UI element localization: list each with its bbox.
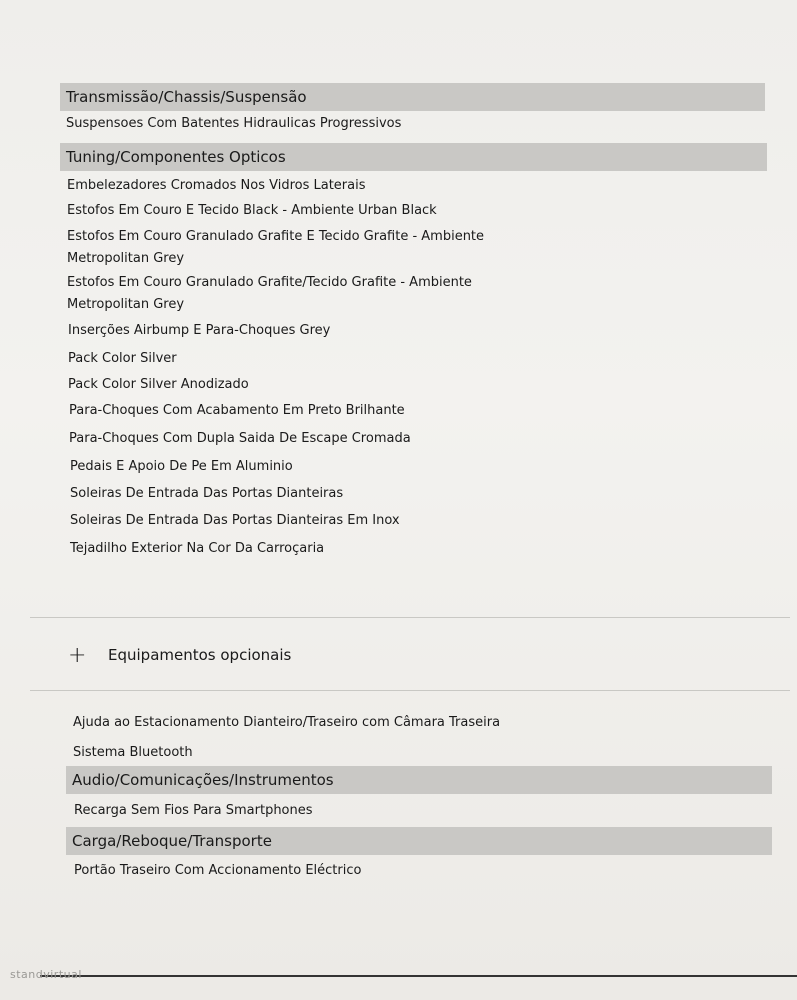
section-header-audio: Audio/Comunicações/Instrumentos (66, 766, 772, 794)
list-item: Estofos Em Couro E Tecido Black - Ambiente Urban Black (67, 203, 437, 218)
list-item: Para-Choques Com Acabamento Em Preto Brilhante (69, 403, 405, 418)
list-item: Portão Traseiro Com Accionamento Eléctrico (74, 863, 362, 878)
list-item: Tejadilho Exterior Na Cor Da Carroçaria (70, 541, 325, 556)
list-item: Ajuda ao Estacionamento Dianteiro/Traseiro com Câmara Traseira (73, 715, 501, 730)
list-item: Embelezadores Cromados Nos Vidros Laterais (67, 178, 366, 193)
list-item: Estofos Em Couro Granulado Grafite/Tecido Grafite - Ambiente (67, 275, 472, 290)
divider (30, 617, 790, 618)
list-item: Recarga Sem Fios Para Smartphones (74, 803, 313, 818)
optional-equipment-title[interactable]: Equipamentos opcionais (108, 646, 292, 664)
list-item: Suspensoes Com Batentes Hidraulicas Progressivos (66, 116, 402, 131)
divider (30, 690, 790, 691)
list-item: Pack Color Silver Anodizado (68, 377, 249, 392)
list-item: Metropolitan Grey (67, 251, 185, 266)
list-item: Metropolitan Grey (67, 297, 185, 312)
list-item: Inserções Airbump E Para-Choques Grey (68, 323, 331, 338)
watermark-text: standvirtual (10, 968, 82, 981)
list-item: Pack Color Silver (68, 351, 177, 366)
list-item: Pedais E Apoio De Pe Em Aluminio (70, 459, 293, 474)
list-item: Para-Choques Com Dupla Saida De Escape Cromada (69, 431, 411, 446)
list-item: Estofos Em Couro Granulado Grafite E Tecido Grafite - Ambiente (67, 229, 485, 244)
section-header-tuning: Tuning/Componentes Opticos (60, 143, 767, 171)
list-item: Soleiras De Entrada Das Portas Dianteiras (70, 486, 344, 501)
expand-plus-icon[interactable]: + (68, 643, 87, 668)
list-item: Sistema Bluetooth (73, 745, 193, 760)
section-header-transmission: Transmissão/Chassis/Suspensão (60, 83, 765, 111)
section-header-cargo: Carga/Reboque/Transporte (66, 827, 772, 855)
list-item: Soleiras De Entrada Das Portas Dianteiras Em Inox (70, 513, 400, 528)
bottom-rule (40, 975, 797, 977)
